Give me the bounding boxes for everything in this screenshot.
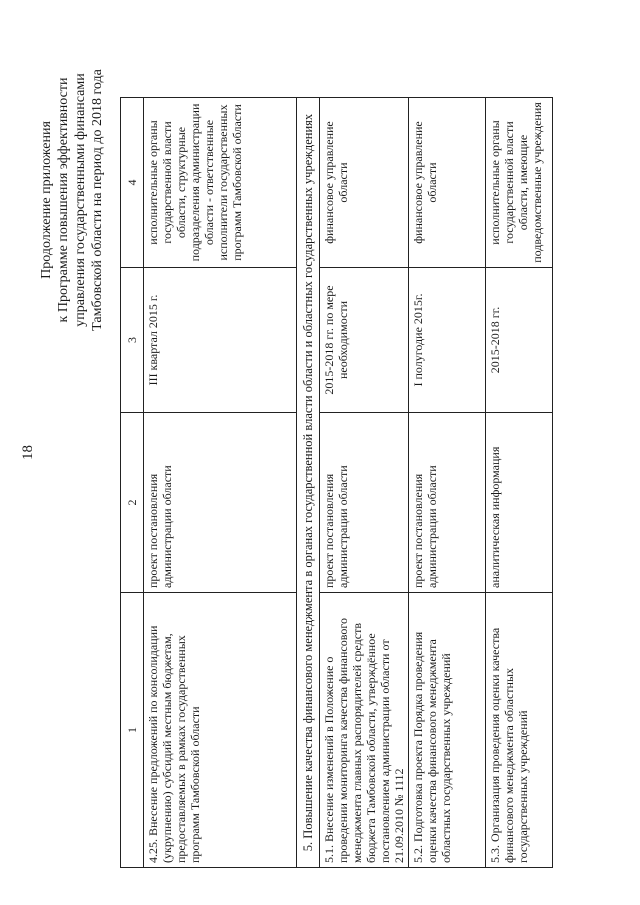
table-row <box>320 98 409 868</box>
deadline-cell: 2015-2018 гг. <box>486 268 553 413</box>
document-type-cell: проект постановления администрации области <box>409 413 486 593</box>
measure-cell: 4.25. Внесение предложений по консолидации (укрупнению) субсидий местным бюджетам, предоставляемых в рамках государственных программ Тамбовской области <box>144 593 297 868</box>
header-line: к Программе повышения эффективности <box>56 77 71 323</box>
header-line: Тамбовской области на период до 2018 года <box>90 69 105 331</box>
column-number: 3 <box>121 268 144 413</box>
table-row <box>144 98 297 868</box>
responsible-cell: финансовое управление области <box>320 98 409 268</box>
column-number: 2 <box>121 413 144 593</box>
measure-cell: 5.2. Подготовка проекта Порядка проведения оценки качества финансового менеджмента областных государственных учреждений <box>409 593 486 868</box>
column-number-row <box>121 98 144 868</box>
section-heading-row <box>297 98 320 868</box>
measure-cell: 5.1. Внесение изменений в Положение о проведении мониторинга качества финансового менеджмента главных распорядителей средств бюджета Тамбовской области, утверждённое постановлением администрации области от 21.09.2010 № 1112 <box>320 593 409 868</box>
responsible-cell: исполнительные органы государственной власти области, структурные подразделения администрации области - ответственные исполнители государственных программ Тамбовской области <box>144 98 297 268</box>
header-line: управления государственными финансами <box>73 73 88 327</box>
deadline-cell: III квартал 2015 г. <box>144 268 297 413</box>
responsible-cell: финансовое управление области <box>409 98 486 268</box>
section-heading: 5. Повышение качества финансового менеджмента в органах государственной власти области и областных государственных учреждениях <box>297 98 320 868</box>
column-number: 4 <box>121 98 144 268</box>
column-number: 1 <box>121 593 144 868</box>
deadline-cell: I полугодие 2015г. <box>409 268 486 413</box>
document-type-cell: проект постановления администрации области <box>320 413 409 593</box>
responsible-cell: исполнительные органы государственной власти области, имеющие подведомственные учреждения <box>486 98 553 268</box>
measures-table <box>120 97 553 868</box>
page-number: 18 <box>20 445 36 460</box>
table-row <box>486 98 553 868</box>
document-header <box>38 35 106 365</box>
measure-cell: 5.3. Организация проведения оценки качества финансового менеджмента областных государственных учреждений <box>486 593 553 868</box>
table-row <box>409 98 486 868</box>
deadline-cell: 2015-2018 гг. по мере необходимости <box>320 268 409 413</box>
document-type-cell: аналитическая информация <box>486 413 553 593</box>
header-line: Продолжение приложения <box>39 121 54 279</box>
document-type-cell: проект постановления администрации области <box>144 413 297 593</box>
